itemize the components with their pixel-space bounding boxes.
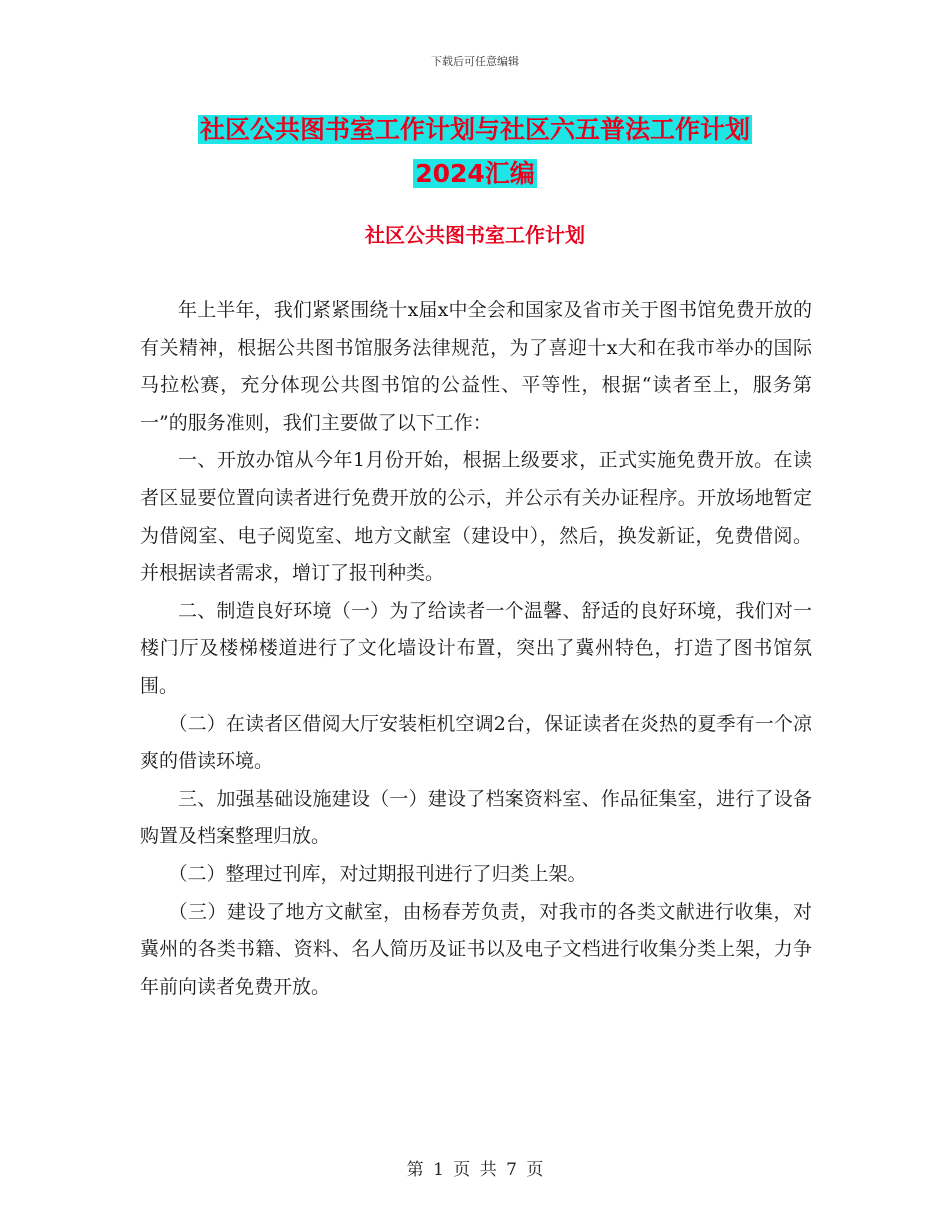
paragraph-infrastructure: 三、加强基础设施建设（一）建设了档案资料室、作品征集室，进行了设备购置及档案整理归放。 (140, 787, 812, 848)
document-title-line-2 (0, 154, 950, 194)
document-title-line-1 (0, 110, 950, 150)
paragraph-local-documents: （三）建设了地方文献室，由杨春芳负责，对我市的各类文献进行收集，对冀州的各类书籍、资料、名人简历及证书以及电子文档进行收集分类上架，力争年前向读者免费开放。 (140, 900, 812, 998)
paragraph-periodicals: （二）整理过刊库，对过期报刊进行了归类上架。 (168, 862, 587, 885)
paragraph-intro: 年上半年，我们紧紧围绕十x届x中全会和国家及省市关于图书馆免费开放的有关精神，根据公共图书馆服务法律规范，为了喜迎十x大和在我市举办的国际马拉松赛，充分体现公共图书馆的公益性、平等性，根据“读者至上，服务第一”的服务准则，我们主要做了以下工作： (140, 299, 812, 434)
document-body (140, 292, 812, 1006)
section-title: 社区公共图书室工作计划 (365, 223, 585, 247)
document-title-text-2: 2024汇编 (415, 159, 535, 188)
page-footer: 第 1 页 共 7 页 (406, 1160, 544, 1180)
paragraph-environment: 二、制造良好环境（一）为了给读者一个温馨、舒适的良好环境，我们对一楼门厅及楼梯楼道进行了文化墙设计布置，突出了冀州特色，打造了图书馆氛围。 (140, 599, 812, 697)
paragraph-open-library: 一、开放办馆从今年1月份开始，根据上级要求，正式实施免费开放。在读者区显要位置向读者进行免费开放的公示，并公示有关办证程序。开放场地暂定为借阅室、电子阅览室、地方文献室（建设中），然后，换发新证，免费借阅。并根据读者需求，增订了报刊种类。 (140, 449, 812, 585)
paragraph-air-conditioning: （二）在读者区借阅大厅安装柜机空调2台，保证读者在炎热的夏季有一个凉爽的借读环境。 (140, 712, 812, 773)
page-header: 下载后可任意编辑 (431, 55, 519, 68)
document-title-text-1: 社区公共图书室工作计划与社区六五普法工作计划 (199, 115, 750, 144)
